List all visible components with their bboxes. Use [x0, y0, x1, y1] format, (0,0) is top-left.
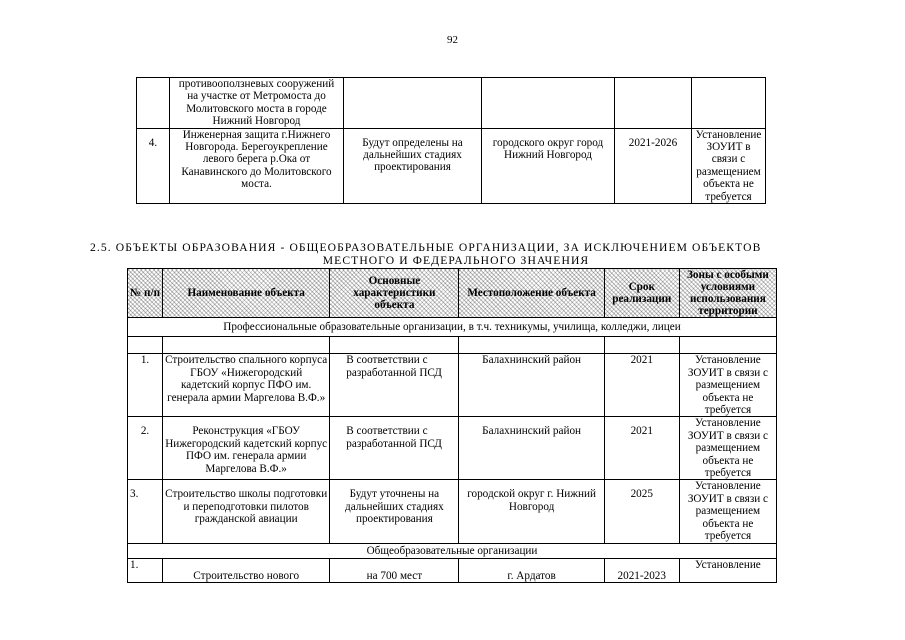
cell-name: Строительство спального корпуса ГБОУ «Нижегородский кадетский корпус ПФО им. генерала армии Маргелова В.Ф.» — [163, 354, 330, 417]
cell-name: Строительство нового — [163, 558, 330, 582]
cell-num: 1. — [128, 558, 163, 582]
cell-characteristics — [344, 78, 482, 129]
cell-location: городского округ город Нижний Новгород — [482, 128, 615, 203]
spacer-cell — [679, 337, 776, 354]
spacer-cell — [330, 337, 459, 354]
cell-zones: Установление ЗОУИТ в связи с размещением объекта не требуется — [692, 128, 766, 203]
table-row — [137, 78, 766, 129]
cell-location: Балахнинский район — [459, 354, 604, 417]
cell-characteristics: Будут уточнены на дальнейших стадиях проектирования — [330, 480, 459, 543]
cell-num: 4. — [137, 128, 170, 203]
table-row — [128, 558, 777, 582]
header-zones: Зоны с особыми условиями использования территории — [679, 269, 776, 318]
header-characteristics: Основные характеристики объекта — [330, 269, 459, 318]
cell-term: 2021 — [604, 417, 679, 480]
cell-term: 2021 — [604, 354, 679, 417]
spacer-cell — [163, 337, 330, 354]
page-number: 92 — [447, 34, 458, 46]
cell-characteristics: В соответствии с разработанной ПСД — [330, 417, 459, 480]
cell-characteristics: Будут определены на дальнейших стадиях проектирования — [344, 128, 482, 203]
cell-zones: Установление ЗОУИТ в связи с размещением объекта не требуется — [679, 480, 776, 543]
cell-characteristics: В соответствии с разработанной ПСД — [330, 354, 459, 417]
cell-zones: Установление — [679, 558, 776, 582]
cell-num: 3. — [128, 480, 163, 543]
cell-characteristics: на 700 мест — [330, 558, 459, 582]
section-heading — [90, 241, 786, 267]
header-row — [128, 269, 777, 318]
cell-name: противооползневых сооружений на участке от Метромоста до Молитовского моста в городе Нижний Новгород — [170, 78, 344, 129]
cell-name: Реконструкция «ГБОУ Нижегородский кадетский корпус ПФО им. генерала армии Маргелова В.Ф.» — [163, 417, 330, 480]
table-row — [137, 128, 766, 203]
subheading-professional: Профессиональные образовательные организации, в т.ч. техникумы, училища, колледжи, лицеи — [128, 318, 777, 337]
section-heading-line-1: 2.5. ОБЪЕКТЫ ОБРАЗОВАНИЯ - ОБЩЕОБРАЗОВАТЕЛЬНЫЕ ОРГАНИЗАЦИИ, ЗА ИСКЛЮЧЕНИЕМ ОБЪЕКТОВ — [90, 241, 762, 254]
subheading-general: Общеобразовательные организации — [128, 543, 777, 558]
cell-term — [615, 78, 692, 129]
cell-term: 2021-2023 — [604, 558, 679, 582]
cell-zones: Установление ЗОУИТ в связи с размещением объекта не требуется — [679, 417, 776, 480]
cell-term: 2025 — [604, 480, 679, 543]
section-heading-line-2: МЕСТНОГО И ФЕДЕРАЛЬНОГО ЗНАЧЕНИЯ — [322, 254, 590, 267]
header-location: Местоположение объекта — [459, 269, 604, 318]
cell-location: г. Ардатов — [459, 558, 604, 582]
cell-name: Строительство школы подготовки и переподготовки пилотов гражданской авиации — [163, 480, 330, 543]
cell-location: Балахнинский район — [459, 417, 604, 480]
education-objects-table — [127, 268, 777, 583]
spacer-cell — [459, 337, 604, 354]
cell-num: 1. — [128, 354, 163, 417]
subheading-row — [128, 318, 777, 337]
cell-location: городской округ г. Нижний Новгород — [459, 480, 604, 543]
header-num: № п/п — [128, 269, 163, 318]
cell-location — [482, 78, 615, 129]
spacer-cell — [128, 337, 163, 354]
header-term: Срок реализации — [604, 269, 679, 318]
cell-zones — [692, 78, 766, 129]
spacer-cell — [604, 337, 679, 354]
table-row — [128, 480, 777, 543]
cell-num: 2. — [128, 417, 163, 480]
table-row — [128, 417, 777, 480]
cell-name: Инженерная защита г.Нижнего Новгорода. Берегоукрепление левого берега р.Ока от Канавинского до Молитовского моста. — [170, 128, 344, 203]
continuation-table — [136, 77, 766, 204]
subheading-row — [128, 543, 777, 558]
spacer-row — [128, 337, 777, 354]
cell-zones: Установление ЗОУИТ в связи с размещением объекта не требуется — [679, 354, 776, 417]
header-name: Наименование объекта — [163, 269, 330, 318]
cell-term: 2021-2026 — [615, 128, 692, 203]
table-row — [128, 354, 777, 417]
cell-num — [137, 78, 170, 129]
